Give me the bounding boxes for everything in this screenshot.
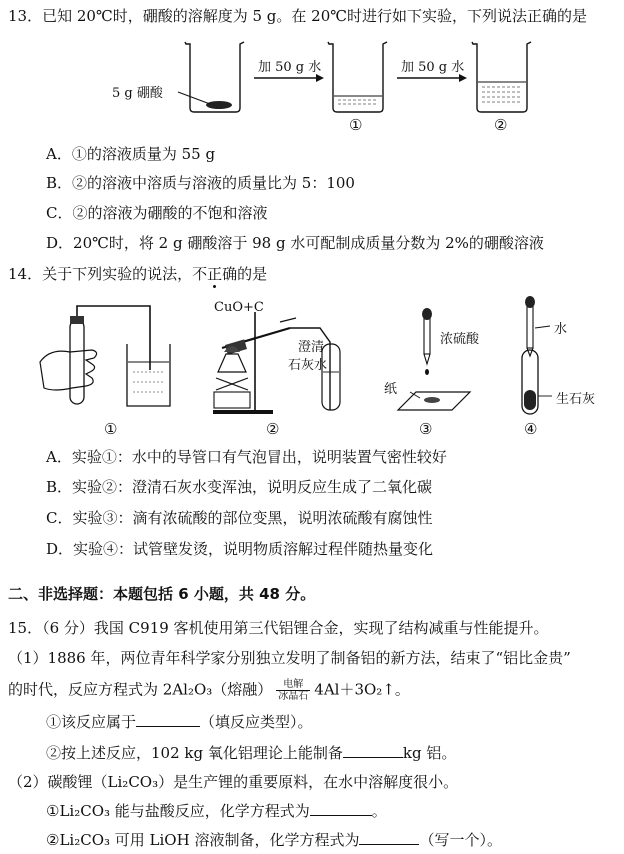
aluminum-mass-blank[interactable] bbox=[343, 743, 403, 758]
label-cuo-c: CuO+C bbox=[214, 300, 264, 315]
q14-stem bbox=[8, 264, 267, 284]
q15-part2-line: （2）碳酸锂（Li₂CO₃）是生产锂的重要原料，在水中溶解度很小。 bbox=[8, 773, 459, 791]
section-heading: 二、非选择题：本题包括 6 小题，共 48 分。 bbox=[8, 585, 316, 603]
q3-prefix: ①Li₂CO₃ 能与盐酸反应，化学方程式为 bbox=[46, 802, 310, 820]
reaction-type-blank[interactable] bbox=[136, 712, 200, 727]
q14-stem-pre: 14．关于下列实验的说法， bbox=[8, 265, 193, 283]
exp-caption-4: ④ bbox=[524, 420, 538, 438]
q15-part1-q2 bbox=[46, 743, 456, 763]
label-limewater-2: 石灰水 bbox=[288, 358, 328, 373]
q2-prefix: ②按上述反应，102 kg 氧化铝理论上能制备 bbox=[46, 744, 343, 762]
q13-option-c: C．②的溶液为硼酸的不饱和溶液 bbox=[46, 204, 268, 222]
q14-option-d: D．实验④：试管壁发烫，说明物质溶解过程伴随热量变化 bbox=[46, 540, 434, 558]
equation-reactants: 的时代，反应方程式为 2Al₂O₃（熔融） bbox=[8, 680, 273, 699]
q3-suffix: 。 bbox=[371, 802, 387, 820]
q2-suffix: kg 铝。 bbox=[402, 744, 457, 762]
q15-equation-line bbox=[8, 679, 410, 702]
circle-2: ② bbox=[494, 116, 508, 134]
q1-suffix: （填反应类型）。 bbox=[200, 713, 313, 731]
label-limewater-1: 澄清 bbox=[298, 340, 325, 355]
condition-cryolite: 冰晶石 bbox=[278, 691, 309, 702]
lioh-equation-blank[interactable] bbox=[359, 830, 419, 845]
q15-part1-q1 bbox=[46, 712, 313, 732]
label-water: 水 bbox=[554, 322, 568, 337]
arrow1-label: 加 50 g 水 bbox=[258, 60, 322, 75]
equation-products: 4Al＋3O₂↑。 bbox=[314, 680, 410, 699]
q4-suffix: （写一个）。 bbox=[419, 831, 502, 849]
reaction-condition bbox=[276, 679, 310, 702]
q15-part2-q2 bbox=[46, 830, 502, 850]
condition-electrolysis: 电解 bbox=[276, 679, 310, 691]
q15-part1-line1: （1）1886 年，两位青年科学家分别独立发明了制备铝的新方法，结束了“铝比金贵” bbox=[8, 649, 571, 667]
arrow2-label: 加 50 g 水 bbox=[401, 60, 465, 75]
q1-prefix: ①该反应属于 bbox=[46, 713, 137, 731]
label-quicklime: 生石灰 bbox=[556, 392, 596, 407]
q4-prefix: ②Li₂CO₃ 可用 LiOH 溶液制备，化学方程式为 bbox=[46, 831, 360, 849]
exp-caption-3: ③ bbox=[419, 420, 433, 438]
label-paper: 纸 bbox=[384, 382, 398, 397]
label-boric-acid: 5 g 硼酸 bbox=[112, 86, 163, 101]
exp-caption-1: ① bbox=[104, 420, 118, 438]
q14-option-b: B．实验②：澄清石灰水变浑浊，说明反应生成了二氧化碳 bbox=[46, 478, 433, 496]
q14-stem-post: 的是 bbox=[237, 265, 268, 283]
q15-stem: 15．（6 分）我国 C919 客机使用第三代铝锂合金，实现了结构减重与性能提升。 bbox=[8, 619, 549, 637]
q14-stem-emphasis: 不正确 bbox=[192, 265, 238, 283]
q13-option-a: A．①的溶液质量为 55 g bbox=[46, 145, 216, 163]
hcl-equation-blank[interactable] bbox=[310, 801, 372, 816]
q14-option-c: C．实验③：滴有浓硫酸的部位变黑，说明浓硫酸有腐蚀性 bbox=[46, 509, 433, 527]
q15-part2-q1 bbox=[46, 801, 387, 821]
exp-caption-2: ② bbox=[266, 420, 280, 438]
q13-stem: 13．已知 20℃时，硼酸的溶解度为 5 g。在 20℃时进行如下实验，下列说法正确的是 bbox=[8, 7, 588, 25]
q13-option-b: B．②的溶液中溶质与溶液的质量比为 5：100 bbox=[46, 174, 355, 192]
circle-1: ① bbox=[349, 116, 363, 134]
q14-option-a: A．实验①：水中的导管口有气泡冒出，说明装置气密性较好 bbox=[46, 448, 447, 466]
label-conc-sulfuric-acid: 浓硫酸 bbox=[440, 332, 480, 347]
q13-option-d: D．20℃时，将 2 g 硼酸溶于 98 g 水可配制成质量分数为 2%的硼酸溶液 bbox=[46, 234, 544, 252]
